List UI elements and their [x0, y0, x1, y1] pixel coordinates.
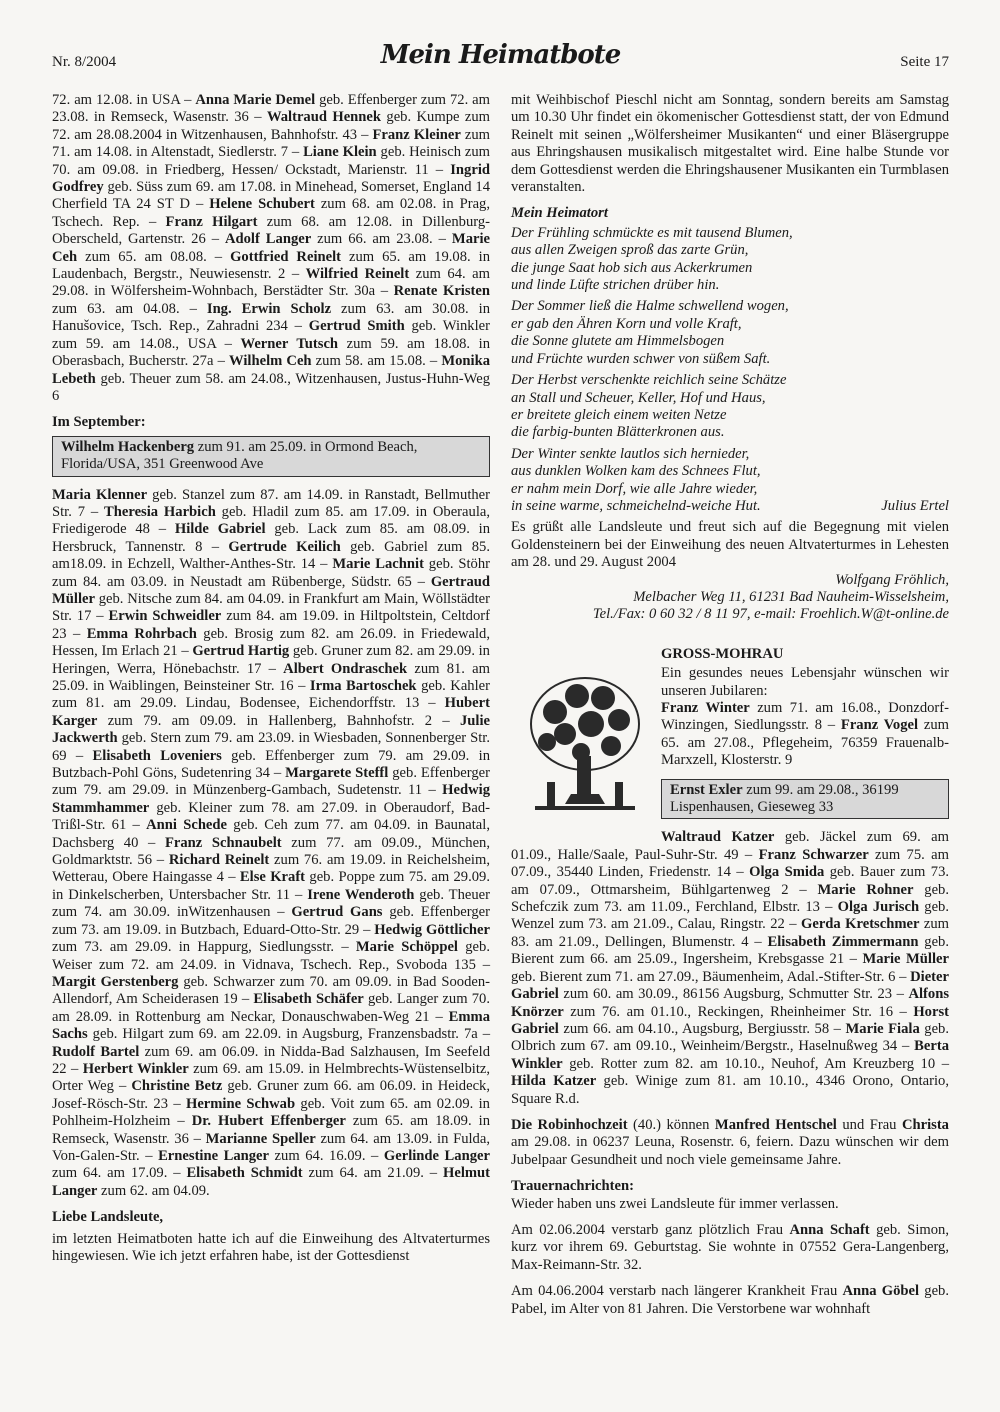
gross-mohrau-heading: GROSS-MOHRAU: [661, 645, 784, 662]
robinhochzeit-text: Die Robinhochzeit (40.) können Manfred Hentschel und Frau Christa am 29.08. in 06237 Leuna, Rosenstr. 6, feiern. Dazu wünschen wir dem Jubelpaar Gesundheit und noch viele gemeinsame Jahre.: [511, 1116, 949, 1168]
signature-contact: Tel./Fax: 0 60 32 / 8 11 97, e-mail: Froehlich.W@t-online.de: [592, 606, 949, 623]
gross-mohrau-birthdays: Waltraud Katzer geb. Jäckel zum 69. am 01.09., Halle/Saale, Paul-Suhr-Str. 49 – Franz Schwarzer zum 75. am 07.09., 35440 Linden, Friedenstr. 14 – Olga Smida geb. Bauer zum 73. am 07.09., Ottmarsheim, Bühlgartenweg 2 – Marie Rohner geb. Schefczik zum 73. am 11.09., Ferchland, Elbstr. 13 – Olga Jurisch geb. Wenzel zum 73. am 21.09., Calau, Ringstr. 22 – Gerda Kretschmer zum 83. am 21.09., Dellingen, Blumenstr. 4 – Elisabeth Zimmermann geb. Bierent zum 66. am 25.09., Ingersheim, Krebsgasse 21 – Marie Müller geb. Bierent zum 71. am 27.09., Bäumenheim, Adal.-Stifter-Str. 6 – Dieter Gabriel zum 60. am 30.09., 86156 Augsburg, Schmutter Str. 23 – Alfons Knörzer zum 76. am 01.10., Reckingen, Rheinheimer Str. 16 – Horst Gabriel zum 66. am 04.10., Augsburg, Bergiusstr. 58 – Marie Fiala geb. Olbrich zum 67. am 09.10., Weinheim/Bergstr., Haselnußweg 34 – Berta Winkler geb. Rotter zum 82. am 10.10., Neuhof, Am Kreuzberg 10 – Hilda Katzer geb. Winige zum 81. am 10.10., 4346 Orono, Ontario, Square R.d.: [511, 829, 950, 1107]
poem-line: und Früchte wurden schwer von süßem Saft.: [511, 350, 771, 367]
gottesdienst-text: mit Weihbischof Pieschl nicht am Sonntag, sondern bereits am Samstag um 10.30 Uhr findet ein ökomenischer Gottesdienst statt, der von Edmund Reinelt mit seinen „Wölfersheimer Musikanten“ und einer Bläsergruppe aus Ehringshausen musikalisch mitgestaltet wird. Eine halbe Stunde vor dem Gottesdienst werden die Ehringshausener Musikanten ein Turmblasen veranstalten.: [511, 92, 949, 196]
september-heading: Im September:: [52, 414, 146, 431]
liebe-landsleute-text: im letzten Heimatboten hatte ich auf die Einweihung des Altvaterturmes hingewiesen. Wie ich jetzt erfahren habe, ist der Gottesdienst: [52, 1230, 490, 1264]
august-birthdays-text: 72. am 12.08. in USA – Anna Marie Demel geb. Effenberger zum 72. am 23.08. in Remseck, Wasenstr. 36 – Waltraud Hennek geb. Kumpe zum 72. am 28.08.2004 in Witzenhausen, Bahnhofstr. 43 – Franz Kleiner zum 71. am 14.08. in Altenstadt, Siedlerstr. 7 – Liane Klein geb. Heinisch zum 70. am 09.08. in Friedberg, Hessen/ Ockstadt, Marienstr. 11 – Ingrid Godfrey geb. Süss zum 69. am 17.08. in Minehead, Somerset, England 14 Cherfield TA 24 ST D – Helene Schubert zum 68. am 02.08. in Prag, Tschech. Rep. – Franz Hilgart zum 68. am 12.08. in Dillenburg-Oberscheld, Gartenstr. 26 – Adolf Langer zum 66. am 23.08. – Marie Ceh zum 65. am 08.08. – Gottfried Reinelt zum 65. am 19.08. in Laudenbach, Bergstr., Neuwiesenstr. 2 – Wilfried Reinelt zum 64. am 29.08. in Wölfersheim-Wohnbach, Berstädter Str. 30a – Renate Kristen zum 63. am 04.08. – Ing. Erwin Scholz zum 63. am 30.08. in Hanušovice, Tsch. Rep., Zahradni 234 – Gertrud Smith geb. Winkler zum 59. am 14.08., USA – Werner Tutsch zum 59. am 18.08. in Oberasbach, Bucherstr. 27a – Wilhelm Ceh zum 58. am 15.08. – Monika Lebeth geb. Theuer zum 58. am 24.08., Witzenhausen, Justus-Huhn-Weg 6: [52, 92, 491, 404]
poem-author: Julius Ertel: [881, 497, 949, 514]
poem-line: an Stall und Scheuer, Keller, Hof und Haus,: [511, 389, 766, 406]
left-column: [52, 92, 490, 1274]
poem-line: in seine warme, schmeichelnd-weiche Hut.: [511, 497, 761, 514]
poem-line: er breitete gleich einem weiten Netze: [511, 406, 727, 423]
trauer-heading: Trauernachrichten:: [511, 1178, 634, 1195]
september-birthdays-text: Maria Klenner geb. Stanzel zum 87. am 14.09. in Ranstadt, Bellmuther Str. 7 – Theresia Harbich geb. Hladil zum 85. am 17.09. in Oberaula, Friedigerode 48 – Hilde Gabriel geb. Lack zum 85. am 08.09. in Hersbruck, Tannenstr. 8 – Gertrude Keilich geb. Gabriel zum 85. am18.09. in Echzell, Walther-Anthes-Str. 14 – Marie Lachnit geb. Stöhr zum 84. am 03.09. in Neustadt am Rübenberge, Südstr. 65 – Gertraud Müller geb. Nitsche zum 84. am 04.09. in Frankfurt am Main, Wöllstädter Str. 17 – Erwin Schweidler zum 84. am 19.09. in Hiltpoltstein, Celtdorf 23 – Emma Rohrbach geb. Brosig zum 82. am 26.09. in Friedewald, Hessen, Im Erlach 21 – Gertrud Hartig geb. Gruner zum 82. am 29.09. in Heringen, Werra, Hönebachstr. 17 – Albert Ondraschek zum 81. am 25.09. in Waiblingen, Beinsteiner Str. 16 – Irma Bartoschek geb. Kahler zum 81. am 29.09. Lindau, Bodensee, Eichendorffstr. 13 – Hubert Karger zum 79. am 09.09. in Hallenberg, Bahnhofstr. 2 – Julie Jackwerth geb. Stern zum 79. am 23.09. in Wiesbaden, Sonnenberger Str. 69 – Elisabeth Loveniers geb. Effenberger zum 79. am 29.09. in Butzbach-Pohl Göns, Sudetenring 34 – Margarete Steffl geb. Effenberger zum 79. am 29.09. in Münzenberg-Gambach, Sudetenstr. 11 – Hedwig Stammhammer geb. Kleiner zum 78. am 27.09. in Oberaudorf, Bad-Trißl-Str. 61 – Anni Schede geb. Ceh zum 77. am 04.09. in Baunatal, Dachsberg 40 – Franz Schnaubelt zum 77. am 09.09., München, Goldmarktstr. 56 – Richard Reinelt zum 76. am 19.09. in Reichelsheim, Wetterau, Obere Haingasse 4 – Else Kraft geb. Poppe zum 75. am 29.09. in Dinkelscherben, Untersbacher Str. 11 – Irene Wenderoth geb. Theuer zum 74. am 30.09. inWitzenhausen – Gertrud Gans geb. Effenberger zum 73. am 19.09. in Butzbach, Eduard-Otto-Str. 29 – Hedwig Göttlicher zum 73. am 29.09. in Happurg, Siedlungsstr. – Marie Schöppel geb. Weiser zum 72. am 24.09. in Vidnava, Tschech. Rep., Svoboda 135 – Margit Gerstenberg geb. Schwarzer zum 70. am 09.09. in Bad Sooden-Allendorf, Am Scheiderasen 19 – Elisabeth Schäfer geb. Langer zum 70. am 28.09. in Rottenburg am Neckar, Donauschwaben-Weg 21 – Emma Sachs geb. Hilgart zum 69. am 22.09. in Augsburg, Franzensbadstr. 7a – Rudolf Bartel zum 69. am 06.09. in Nidda-Bad Salzhausen, Im Seefeld 22 – Herbert Winkler zum 69. am 15.09. in Helmbrechts-Wüstenselbitz, Orter Weg – Christine Betz geb. Gruner zum 66. am 06.09. in Heideck, Josef-Rösch-Str. 23 – Hermine Schwab geb. Voit zum 65. am 02.09. in Pohlheim-Holzheim – Dr. Hubert Effenberger zum 65. am 18.09. in Remseck, Wasenstr. 36 – Marianne Speller zum 64. am 13.09. in Fulda, Von-Galen-Str. – Ernestine Langer zum 64. 16.09. – Gerlinde Langer zum 64. am 17.09. – Elisabeth Schmidt zum 64. am 21.09. – Helmut Langer zum 62. am 04.09.: [52, 486, 491, 1199]
issue-number: Nr. 8/2004: [52, 54, 117, 70]
poem-line: er gab den Ähren Korn und volle Kraft,: [511, 315, 742, 332]
poem-line: aus dunklen Wolken kam des Schnees Flut,: [511, 463, 761, 480]
poem-line: die junge Saat hob sich aus Ackerkrumen: [511, 259, 753, 276]
poem-line: Der Herbst verschenkte reichlich seine Schätze: [511, 372, 787, 389]
highlight-box-exler: Ernst Exler zum 99. am 29.08., 36199 Lispenhausen, Gieseweg 33: [661, 779, 949, 820]
masthead-logo: Mein Heimatbote: [380, 40, 621, 70]
page-header: [52, 40, 949, 80]
poem-line: er nahm mein Dorf, wie alle Jahre wieder,: [511, 480, 758, 497]
poem-stanza-1: [511, 225, 949, 295]
poem-line: und linde Lüfte strichen drüber hin.: [511, 277, 720, 294]
poem-line: Der Winter senkte lautlos sich hernieder,: [511, 445, 750, 462]
poem-line: die farbig-bunten Blätterkronen aus.: [511, 424, 725, 441]
poem-line: Der Frühling schmückte es mit tausend Blumen,: [511, 224, 793, 241]
signature-name: Wolfgang Fröhlich,: [835, 571, 949, 588]
poem-stanza-4: [511, 446, 949, 516]
page-number: Seite 17: [900, 54, 949, 70]
highlight-box-hackenberg: Wilhelm Hackenberg zum 91. am 25.09. in Ormond Beach, Florida/USA, 351 Greenwood Ave: [52, 436, 490, 477]
poem-line: Der Sommer ließ die Halme schwellend wogen,: [511, 298, 789, 315]
liebe-landsleute-heading: Liebe Landsleute,: [52, 1209, 164, 1226]
poem-line: aus allen Zweigen sproß das zarte Grün,: [511, 242, 749, 259]
trauer-goebel: Am 04.06.2004 verstarb nach längerer Krankheit Frau Anna Göbel geb. Pabel, im Alter von 81 Jahren. Die Verstorbene war wohnhaft: [511, 1283, 949, 1317]
trauer-schaft: Am 02.06.2004 verstarb ganz plötzlich Frau Anna Schaft geb. Simon, kurz vor ihrem 69. Geburtstag. Sie wohnte in 07552 Gera-Langenberg, Max-Reimann-Str. 32.: [511, 1221, 949, 1273]
poem-stanza-2: [511, 298, 949, 368]
poem-stanza-3: [511, 372, 949, 442]
greeting-text: Es grüßt alle Landsleute und freut sich auf die Begegnung mit vielen Goldensteinern bei der Einweihung des neuen Altvaterturmes in Lehesten am 28. und 29. August 2004: [511, 519, 949, 571]
gross-mohrau-section: [511, 646, 949, 1108]
signature-address: Melbacher Weg 11, 61231 Bad Nauheim-Wisselsheim,: [633, 588, 949, 605]
gross-mohrau-intro: Ein gesundes neues Lebensjahr wünschen wir unseren Jubilaren:: [661, 665, 949, 699]
gross-mohrau-jubilars: Franz Winter zum 71. am 16.08., Donzdorf-Winzingen, Siedlungsstr. 8 – Franz Vogel zum 65. am 27.08., Pflegeheim, 76359 Frauenalb-Marxzell, Klosterstr. 9: [661, 700, 950, 769]
tree-illustration: [525, 672, 645, 822]
right-column: [511, 92, 949, 1327]
poem-line: die Sonne glutete am Himmelsbogen: [511, 333, 725, 350]
trauer-intro: Wieder haben uns zwei Landsleute für immer verlassen.: [511, 1195, 839, 1212]
poem-title: Mein Heimatort: [511, 205, 608, 222]
poem-last-line-row: [511, 498, 949, 515]
